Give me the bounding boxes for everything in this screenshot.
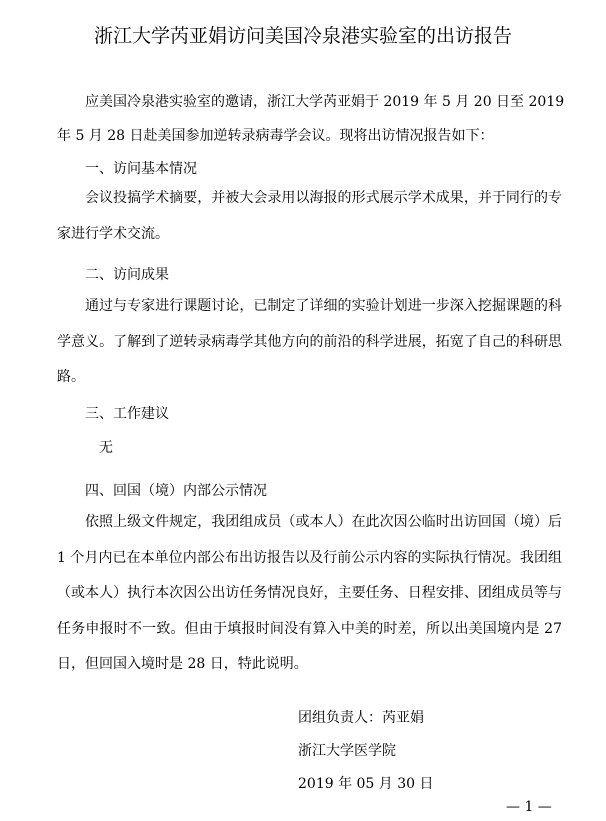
section-3-heading: 三、工作建议	[85, 406, 169, 422]
intro-line-2: 年 5 月 28 日赴美国参加逆转录病毒学会议。现将出访情况报告如下：	[57, 128, 494, 144]
section-3-body: 无	[99, 440, 113, 456]
signature-leader: 团组负责人：芮亚娟	[298, 710, 424, 726]
section-4-heading: 四、回国（境）内部公示情况	[85, 483, 267, 499]
signature-date: 2019 年 05 月 30 日	[298, 776, 434, 792]
page-title: 浙江大学芮亚娟访问美国冷泉港实验室的出访报告	[93, 25, 512, 47]
page-number: — 1 —	[506, 799, 552, 815]
section-4-body: 依照上级文件规定，我团组成员（或本人）在此次因公临时出访回国（境）后 1 个月内已在本单位内部公布出访报告以及行前公示内容的实际执行情况。我团组（或本人）执行本次因公出访任务情况良好，主要任务、日程安排、团组成员等与任务申报时不一致。但由于填报时间没有算入中美的时差，所以出美国境内是 27 日，但回国入境时是 28 日，特此说明。	[57, 514, 562, 672]
section-2-heading: 二、访问成果	[85, 267, 169, 283]
intro-line-1: 应美国冷泉港实验室的邀请，浙江大学芮亚娟于 2019 年 5 月 20 日至 2019	[85, 94, 565, 110]
section-1-heading: 一、访问基本情况	[85, 161, 197, 177]
section-1-body: 会议投搞学术摘要，并被大会录用以海报的形式展示学术成果，并于同行的专家进行学术交流。	[57, 190, 562, 242]
signature-department: 浙江大学医学院	[298, 743, 396, 759]
section-2-body: 通过与专家进行课题讨论，已制定了详细的实验计划进一步深入挖掘课题的科学意义。了解到了逆转录病毒学其他方向的前沿的科学进展，拓宽了自己的科研思路。	[57, 298, 562, 385]
